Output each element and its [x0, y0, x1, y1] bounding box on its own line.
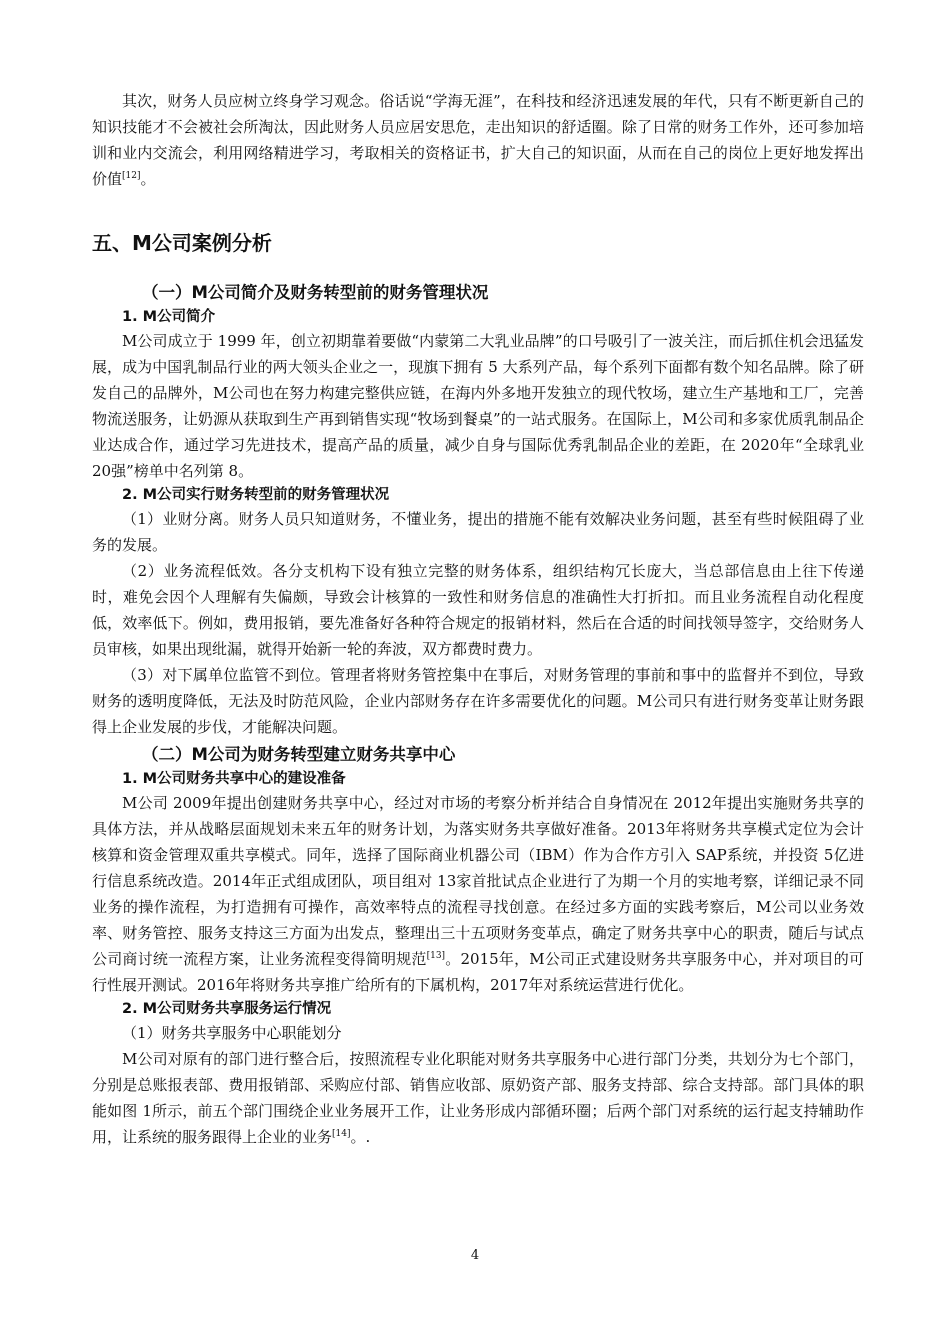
section-title: 五、M公司案例分析 [92, 231, 272, 255]
paragraph-text: M公司对原有的部门进行整合后，按照流程专业化职能对财务共享服务中心进行部门分类，共划分为七个部门，分别是总账报表部、费用报销部、采购应付部、销售应收部、原奶资产部、服务支持部、综合支持部。部门具体的职能如图 1所示，前五个部门围绕企业业务展开工作，让业务形成内部循环圈；后两个部门对系统的运行起支持辅助作用，让系统的服务跟得上企业的业务 [92, 1050, 864, 1146]
paragraph-issue-3: （3）对下属单位监管不到位。管理者将财务管控集中在事后，对财务管理的事前和事中的监督并不到位，导致财务的透明度降低，无法及时防范风险，企业内部财务存在许多需要优化的问题。M公司只有进行财务变革让财务跟得上企业发展的步伐，才能解决问题。 [92, 666, 864, 736]
heading-operation: 2. M公司财务共享服务运行情况 [122, 1001, 332, 1017]
heading-preparation: 1. M公司财务共享中心的建设准备 [122, 771, 346, 787]
paragraph-text: 。. [350, 1128, 371, 1146]
paragraph-lifelong-learning [92, 88, 864, 192]
citation-ref: [13] [426, 951, 446, 961]
document-page [92, 88, 864, 1150]
paragraph-preparation [92, 790, 864, 998]
page-number: 4 [470, 1248, 480, 1263]
paragraph-issue-2: （2）业务流程低效。各分支机构下设有独立完整的财务体系，组织结构冗长庞大，当总部信息由上往下传递时，难免会因个人理解有失偏颇，导致会计核算的一致性和财务信息的准确性大打折扣。而且业务流程自动化程度低，效率低下。例如，费用报销，要先准备好各种符合规定的报销材料，然后在合适的时间找领导签字，交给财务人员审核，如果出现纰漏，就得开始新一轮的奔波，双方都费时费力。 [92, 562, 864, 658]
paragraph-text: 。 [140, 170, 156, 188]
subsection-title: （二）M公司为财务转型建立财务共享中心 [142, 745, 456, 764]
paragraph-issue-1: （1）业财分离。财务人员只知道财务，不懂业务，提出的措施不能有效解决业务问题，甚至有些时候阻碍了业务的发展。 [92, 510, 864, 554]
heading-company-intro: 1. M公司简介 [122, 309, 216, 325]
citation-ref: [12] [122, 171, 141, 181]
paragraph-text: M公司 2009年提出创建财务共享中心，经过对市场的考察分析并结合自身情况在 2012年提出实施财务共享的具体方法，并从战略层面规划未来五年的财务计划，为落实财务共享做好准备。2013年将财务共享模式定位为会计核算和资金管理双重共享模式。同年，选择了国际商业机器公司（IBM）作为合作方引入 SAP系统，并投资 5亿进行信息系统改造。2014年正式组成团队，项目组对 13家首批试点企业进行了为期一个月的实地考察，详细记录不同业务的操作流程，为打造拥有可操作，高效率特点的流程寻找创意。在经过多方面的实践考察后，M公司以业务效率、财务管控、服务支持这三方面为出发点，整理出三十五项财务变革点，确定了财务共享中心的职责，随后与试点公司商讨统一流程方案，让业务流程变得简明规范 [92, 794, 864, 968]
subsection-title: （一）M公司简介及财务转型前的财务管理状况 [142, 283, 489, 302]
citation-ref: [14] [332, 1129, 351, 1139]
paragraph-text: 其次，财务人员应树立终身学习观念。俗话说“学海无涯”，在科技和经济迅速发展的年代，只有不断更新自己的知识技能才不会被社会所淘汰，因此财务人员应居安思危，走出知识的舒适圈。除了日常的财务工作外，还可参加培训和业内交流会，利用网络精进学习，考取相关的资格证书，扩大自己的知识面，从而在自己的岗位上更好地发挥出价值 [92, 92, 864, 188]
heading-pre-transform-status: 2. M公司实行财务转型前的财务管理状况 [122, 487, 390, 503]
paragraph-text: 。2015年，M公司正式建设财务共享服务中心，并对项目的可行性展开测试。2016年将财务共享推广给所有的下属机构，2017年对系统运营进行优化。 [92, 950, 864, 994]
paragraph-function-division [92, 1046, 864, 1150]
paragraph-function-heading: （1）财务共享服务中心职能划分 [122, 1024, 342, 1042]
paragraph-company-intro: M公司成立于 1999 年，创立初期靠着要做“内蒙第二大乳业品牌”的口号吸引了一波关注，而后抓住机会迅猛发展，成为中国乳制品行业的两大领头企业之一，现旗下拥有 5 大系列产品，每个系列下面都有数个知名品牌。除了研发自己的品牌外，M公司也在努力构建完整供应链，在海内外多地开发独立的现代牧场，建立生产基地和工厂，完善物流送服务，让奶源从获取到生产再到销售实现“牧场到餐桌”的一站式服务。在国际上，M公司和多家优质乳制品企业达成合作，通过学习先进技术，提高产品的质量，减少自身与国际优秀乳制品企业的差距，在 2020年“全球乳业 20强”榜单中名列第 8。 [92, 332, 864, 480]
